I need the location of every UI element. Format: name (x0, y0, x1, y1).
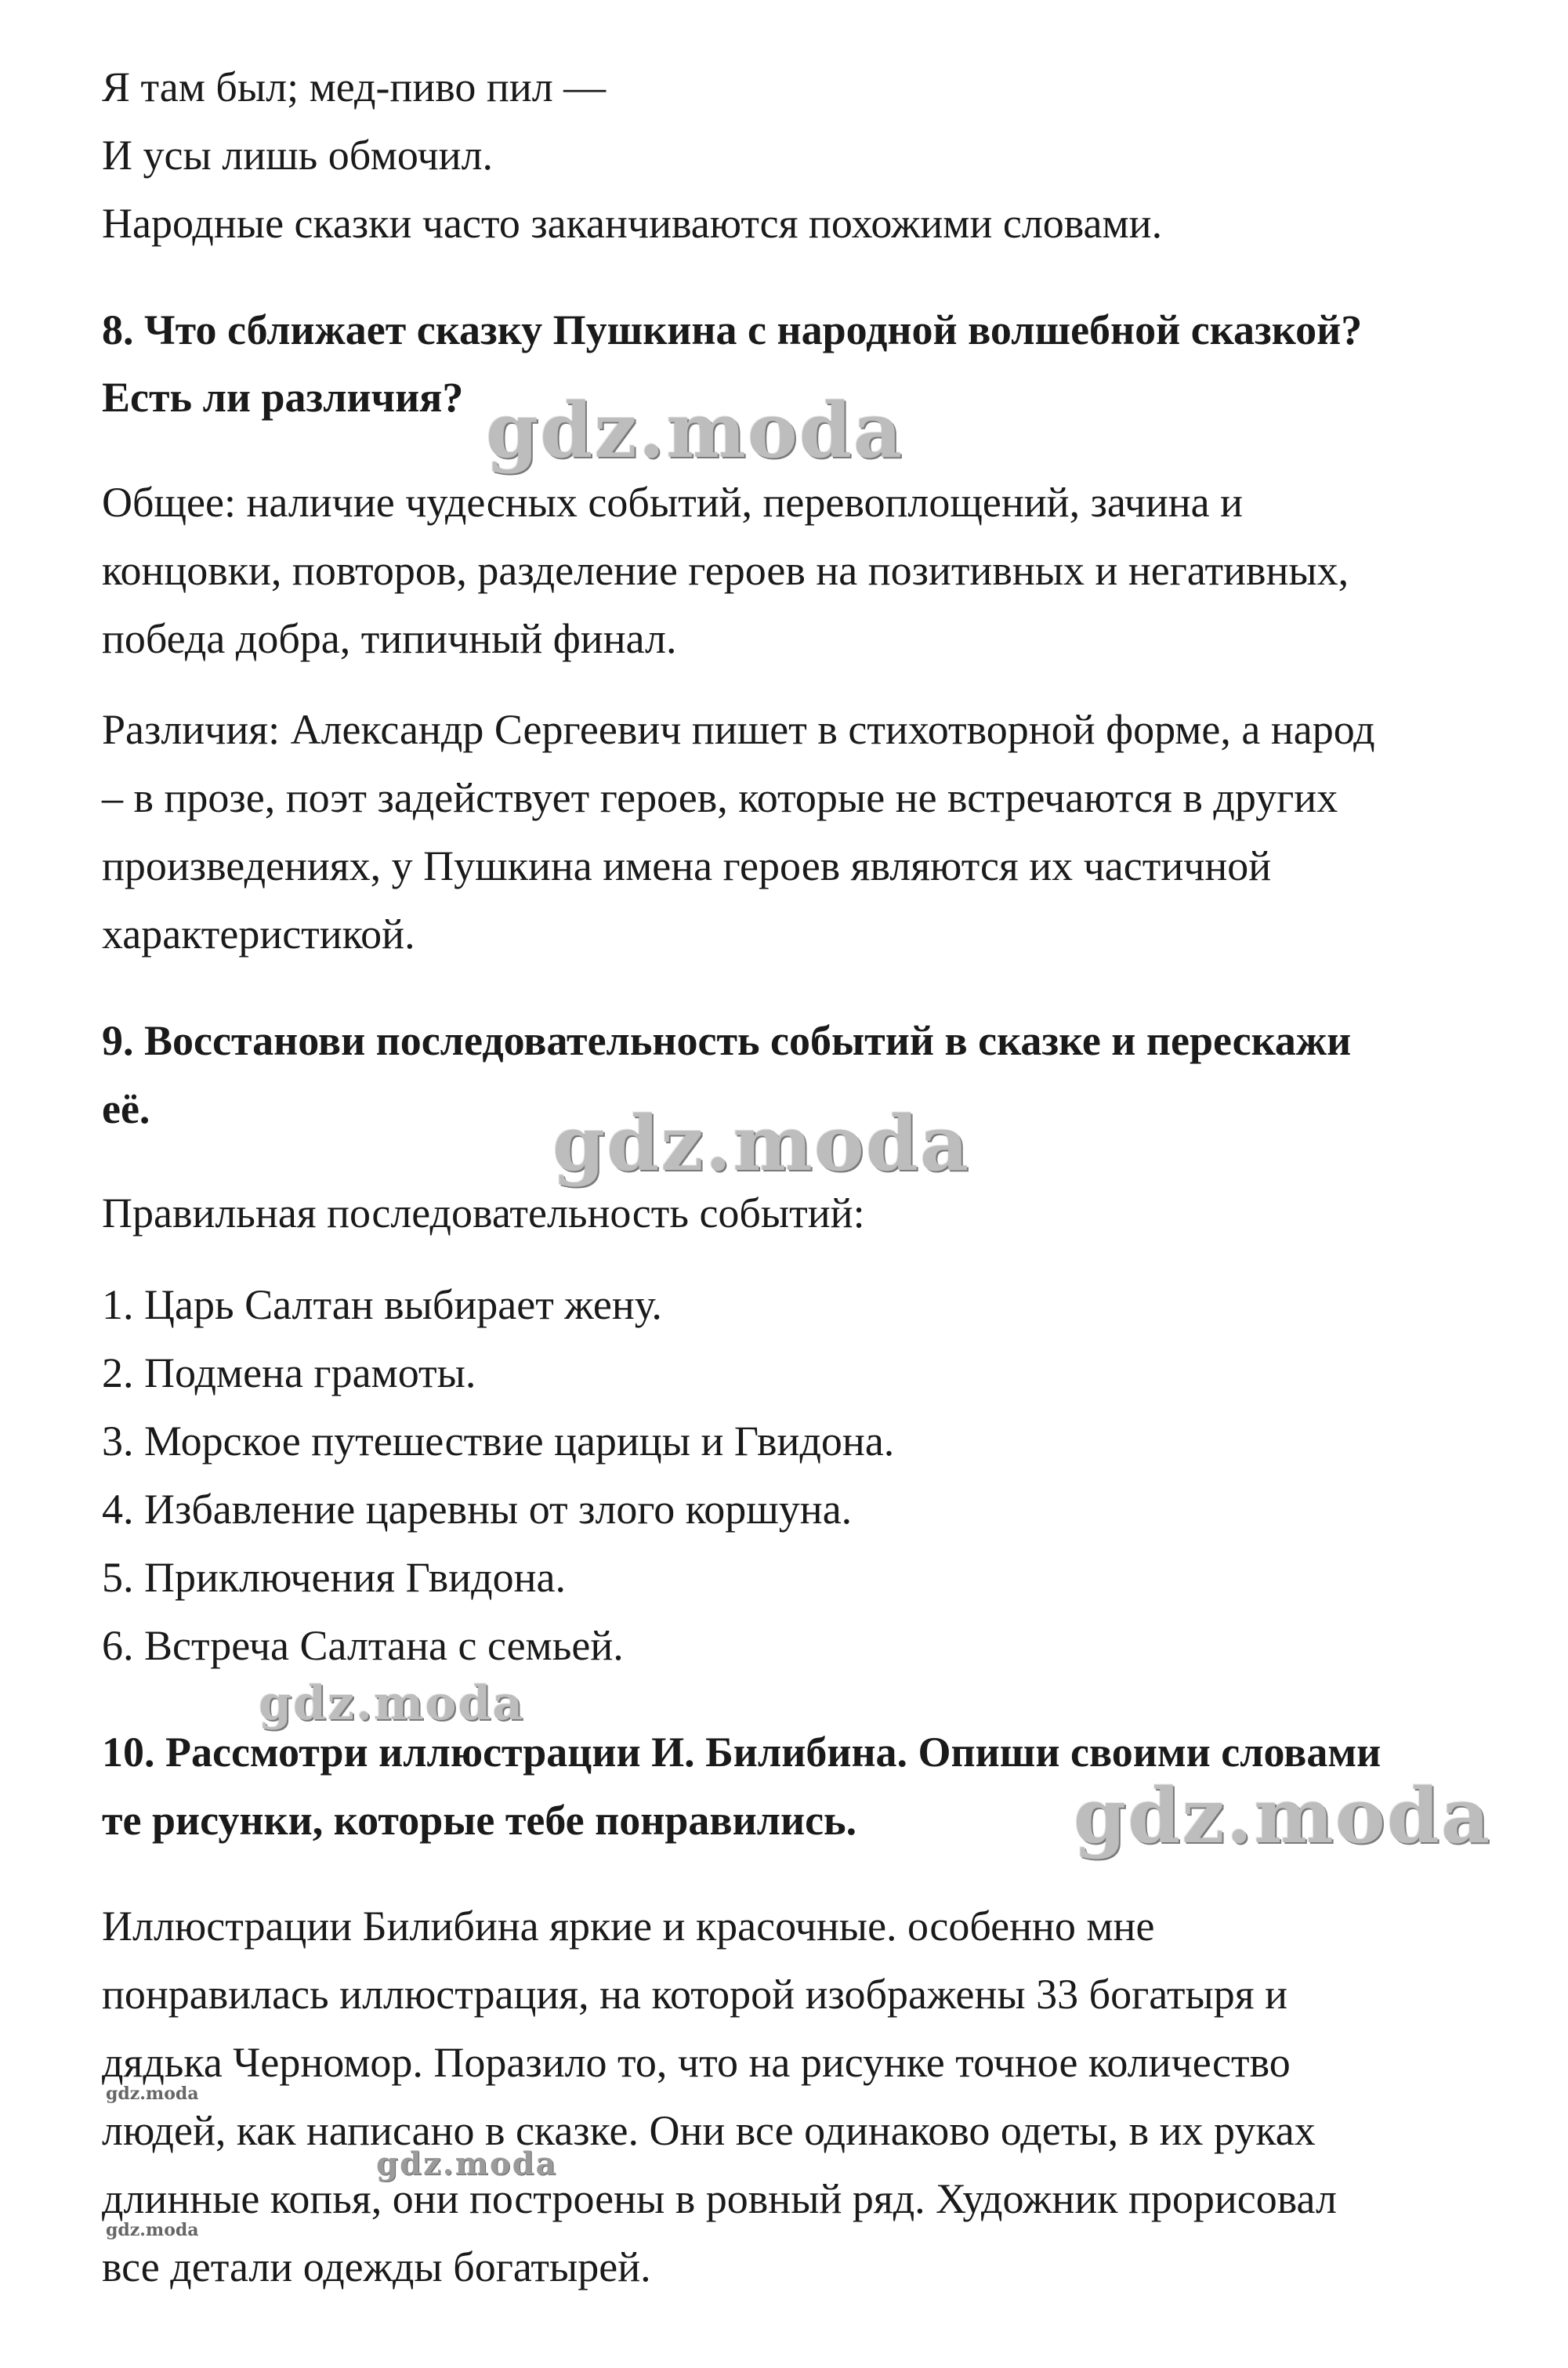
q9-event-3: 3. Морское путешествие царицы и Гвидона. (102, 1418, 895, 1465)
q8-common-line-2: концовки, повторов, разделение героев на позитивных и негативных, (102, 547, 1349, 594)
watermark: gdz.moda (486, 386, 904, 475)
watermark: gdz.moda (376, 2145, 558, 2182)
q9-event-1: 1. Царь Салтан выбирает жену. (102, 1281, 662, 1328)
q8-common-line-1: Общее: наличие чудесных событий, перевоплощений, зачина и (102, 479, 1244, 526)
intro-note: Народные сказки часто заканчиваются похожими словами. (102, 200, 1163, 247)
q8-heading-line-1: 8. Что сближает сказку Пушкина с народной волшебной сказкой? (102, 306, 1363, 353)
q10-answer-line-5: длинные копья, они построены в ровный ряд. Художник прорисовал (102, 2175, 1337, 2222)
q8-diff-line-3: произведениях, у Пушкина имена героев являются их частичной (102, 842, 1272, 889)
q9-heading-line-1: 9. Восстанови последовательность событий в сказке и перескажи (102, 1017, 1352, 1064)
q9-event-6: 6. Встреча Салтана с семьей. (102, 1622, 624, 1669)
q9-intro: Правильная последовательность событий: (102, 1189, 865, 1237)
q9-event-4: 4. Избавление царевны от злого коршуна. (102, 1486, 853, 1533)
watermark: gdz.moda (259, 1676, 525, 1731)
q10-heading-line-2: те рисунки, которые тебе понравились. (102, 1797, 857, 1844)
q10-answer-line-3: дядька Черномор. Поразило то, что на рисунке точное количество (102, 2039, 1291, 2086)
q10-heading-line-1: 10. Рассмотри иллюстрации И. Билибина. Опиши своими словами (102, 1729, 1382, 1776)
q9-event-5: 5. Приключения Гвидона. (102, 1554, 567, 1601)
poem-line-1: Я там был; мед-пиво пил — (102, 63, 607, 110)
watermark: gdz.moda (552, 1099, 971, 1188)
q10-answer-line-4: людей, как написано в сказке. Они все одинаково одеты, в их руках (102, 2107, 1316, 2154)
watermark: gdz.moda (106, 2084, 199, 2104)
q9-heading-line-2: её. (102, 1085, 150, 1132)
watermark: gdz.moda (106, 2220, 199, 2240)
q8-diff-line-2: – в прозе, поэт задействует героев, которые не встречаются в других (102, 774, 1338, 821)
q10-answer-line-6: все детали одежды богатырей. (102, 2243, 651, 2290)
watermark: gdz.moda (1074, 1772, 1492, 1860)
q8-diff-line-4: характеристикой. (102, 911, 415, 958)
q10-answer-line-1: Иллюстрации Билибина яркие и красочные. особенно мне (102, 1903, 1155, 1950)
q8-heading-line-2: Есть ли различия? (102, 374, 464, 421)
q8-common-line-3: победа добра, типичный финал. (102, 615, 677, 662)
q9-event-2: 2. Подмена грамоты. (102, 1349, 476, 1396)
q10-answer-line-2: понравилась иллюстрация, на которой изображены 33 богатыря и (102, 1971, 1287, 2018)
q8-diff-line-1: Различия: Александр Сергеевич пишет в стихотворной форме, а народ (102, 706, 1375, 753)
poem-line-2: И усы лишь обмочил. (102, 132, 494, 179)
